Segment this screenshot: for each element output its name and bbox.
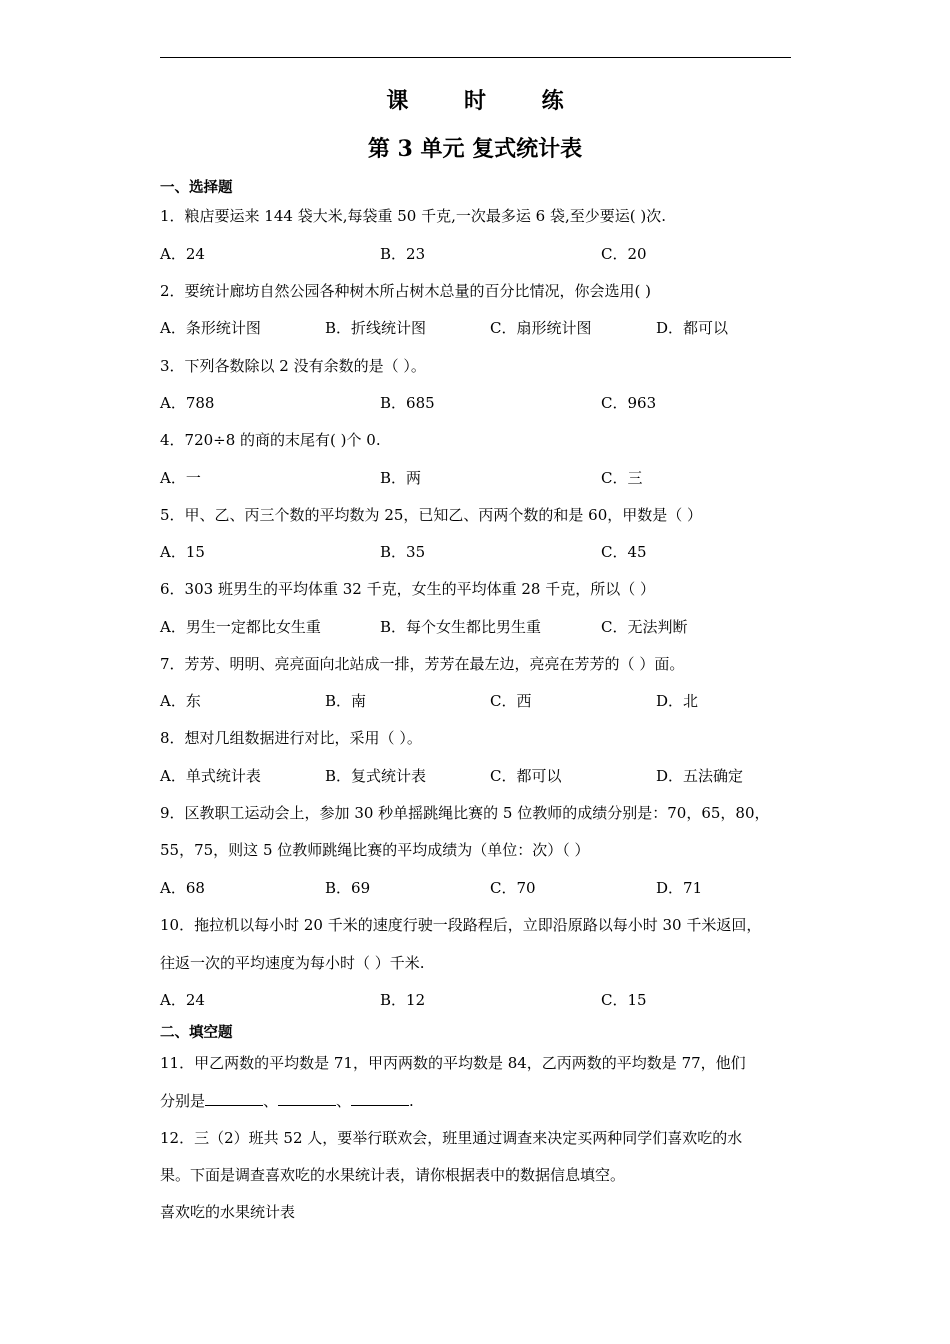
q11-separator: 、: [263, 1092, 279, 1110]
section-fill-heading: 二、填空题: [160, 1025, 233, 1041]
page-title: 课 时 练: [386, 88, 588, 114]
question-8: 8．想对几组数据进行对比，采用（ ）。: [160, 729, 422, 747]
q7-option-a: A．东: [160, 692, 201, 710]
q1-option-b: B．23: [380, 245, 426, 263]
q10-option-c: C．15: [601, 991, 647, 1009]
q11-separator: 、: [336, 1092, 352, 1110]
q1-option-a: A．24: [160, 245, 205, 263]
q9-option-a: A．68: [160, 879, 205, 897]
question-12-line-1: 12．三（2）班共 52 人，要举行联欢会，班里通过调查来决定买两种同学们喜欢吃的水: [160, 1129, 743, 1147]
table-title: 喜欢吃的水果统计表: [160, 1203, 296, 1221]
q8-option-d: D．五法确定: [656, 767, 744, 785]
answer-blank-1[interactable]: [205, 1091, 263, 1106]
question-4: 4．720÷8 的商的末尾有( )个 0.: [160, 431, 381, 449]
q4-option-c: C．三: [601, 469, 643, 487]
q3-option-b: B．685: [380, 394, 435, 412]
q1-option-c: C．20: [601, 245, 647, 263]
q5-option-a: A．15: [160, 543, 205, 561]
question-7: 7．芳芳、明明、亮亮面向北站成一排，芳芳在最左边，亮亮在芳芳的（ ）面。: [160, 655, 685, 673]
q5-option-c: C．45: [601, 543, 647, 561]
q3-option-a: A．788: [160, 394, 215, 412]
q9-option-c: C．70: [490, 879, 536, 897]
question-5: 5．甲、乙、丙三个数的平均数为 25，已知乙、丙两个数的和是 60，甲数是（ ）: [160, 506, 703, 524]
q2-option-b: B．折线统计图: [325, 319, 427, 337]
q8-option-c: C．都可以: [490, 767, 562, 785]
answer-blank-3[interactable]: [351, 1091, 409, 1106]
q10-option-a: A．24: [160, 991, 205, 1009]
top-rule: [160, 57, 791, 58]
answer-blank-2[interactable]: [278, 1091, 336, 1106]
q2-option-c: C．扇形统计图: [490, 319, 592, 337]
question-12-line-2: 果。下面是调查喜欢吃的水果统计表，请你根据表中的数据信息填空。: [160, 1166, 626, 1184]
question-9-line-1: 9．区教职工运动会上，参加 30 秒单摇跳绳比赛的 5 位教师的成绩分别是：70，65，80，: [160, 804, 770, 822]
q4-option-b: B．两: [380, 469, 422, 487]
q11-end: .: [409, 1092, 414, 1110]
q11-prefix: 分别是: [160, 1092, 206, 1110]
q7-option-c: C．西: [490, 692, 532, 710]
q8-option-a: A．单式统计表: [160, 767, 261, 785]
question-10-line-1: 10．拖拉机以每小时 20 千米的速度行驶一段路程后，立即沿原路以每小时 30 千米返回，: [160, 916, 762, 934]
question-11-line-1: 11．甲乙两数的平均数是 71，甲丙两数的平均数是 84，乙丙两数的平均数是 77，他们: [160, 1054, 746, 1072]
q8-option-b: B．复式统计表: [325, 767, 427, 785]
q7-option-d: D．北: [656, 692, 699, 710]
question-6: 6．303 班男生的平均体重 32 千克，女生的平均体重 28 千克，所以（ ）: [160, 580, 655, 598]
question-2: 2．要统计廊坊自然公园各种树木所占树木总量的百分比情况，你会选用( ): [160, 282, 652, 300]
q7-option-b: B．南: [325, 692, 367, 710]
q6-option-c: C．无法判断: [601, 618, 688, 636]
q9-option-b: B．69: [325, 879, 371, 897]
question-11-line-2: [160, 1090, 792, 1111]
q2-option-d: D．都可以: [656, 319, 729, 337]
q6-option-b: B．每个女生都比男生重: [380, 618, 542, 636]
section-choice-heading: 一、选择题: [160, 180, 233, 196]
question-1: 1．粮店要运来 144 袋大米,每袋重 50 千克,一次最多运 6 袋,至少要运( )次.: [160, 207, 666, 225]
q2-option-a: A．条形统计图: [160, 319, 261, 337]
q10-option-b: B．12: [380, 991, 426, 1009]
question-10-line-2: 往返一次的平均速度为每小时（ ）千米.: [160, 954, 425, 972]
question-3: 3．下列各数除以 2 没有余数的是（ ）。: [160, 357, 426, 375]
q4-option-a: A．一: [160, 469, 201, 487]
q3-option-c: C．963: [601, 394, 657, 412]
q9-option-d: D．71: [656, 879, 703, 897]
q5-option-b: B．35: [380, 543, 426, 561]
unit-title: 第 3 单元 复式统计表: [367, 136, 583, 162]
q6-option-a: A．男生一定都比女生重: [160, 618, 321, 636]
question-9-line-2: 55，75，则这 5 位教师跳绳比赛的平均成绩为（单位：次）（ ）: [160, 841, 590, 859]
